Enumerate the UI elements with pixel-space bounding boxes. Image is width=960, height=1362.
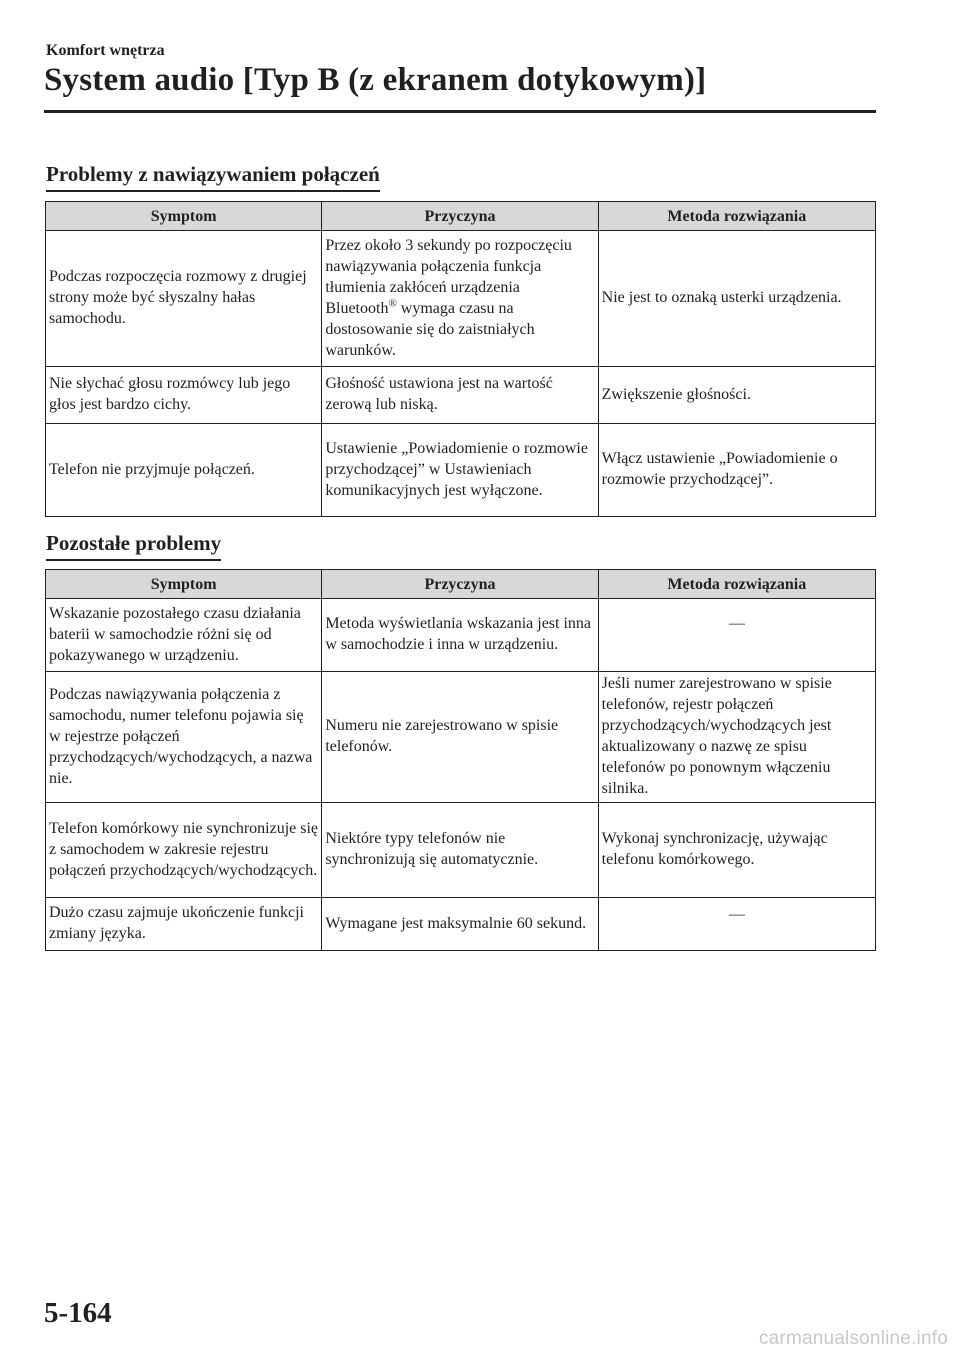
- column-header-solution: Metoda rozwiązania: [598, 570, 875, 599]
- cause-cell: Niektóre typy telefonów nie synchronizują się automatycznie.: [322, 803, 598, 898]
- other-problems-table: [45, 569, 876, 951]
- column-header-symptom: Symptom: [46, 570, 322, 599]
- registered-mark: ®: [388, 297, 397, 310]
- watermark: carmanualsonline.info: [758, 1328, 948, 1349]
- cause-text-continued: wymaga czasu na dostosowanie się do zaistniałych warunków.: [325, 299, 535, 359]
- solution-cell: —: [598, 898, 875, 951]
- connection-problems-table: [45, 201, 876, 517]
- solution-cell: Włącz ustawienie „Powiadomienie o rozmowie przychodzącej”.: [598, 424, 875, 517]
- symptom-cell: Podczas rozpoczęcia rozmowy z drugiej strony może być słyszalny hałas samochodu.: [46, 231, 322, 367]
- cause-cell: Numeru nie zarejestrowano w spisie telefonów.: [322, 672, 598, 803]
- table-row: [46, 367, 876, 424]
- table-row: [46, 803, 876, 898]
- table-row: [46, 599, 876, 672]
- symptom-cell: Nie słychać głosu rozmówcy lub jego głos jest bardzo cichy.: [46, 367, 322, 424]
- cause-cell: Ustawienie „Powiadomienie o rozmowie przychodzącej” w Ustawieniach komunikacyjnych jest wyłączone.: [322, 424, 598, 517]
- symptom-cell: Dużo czasu zajmuje ukończenie funkcji zmiany języka.: [46, 898, 322, 951]
- table-row: [46, 424, 876, 517]
- table-row: [46, 898, 876, 951]
- column-header-symptom: Symptom: [46, 202, 322, 231]
- section-heading-connection-problems: Problemy z nawiązywaniem połączeń: [46, 162, 380, 192]
- title-divider: [44, 110, 876, 113]
- table-row: [46, 231, 876, 367]
- solution-cell: —: [598, 599, 875, 672]
- cause-cell: Metoda wyświetlania wskazania jest inna w samochodzie i inna w urządzeniu.: [322, 599, 598, 672]
- column-header-cause: Przyczyna: [322, 202, 598, 231]
- symptom-cell: Telefon nie przyjmuje połączeń.: [46, 424, 322, 517]
- cause-cell: Głośność ustawiona jest na wartość zerową lub niską.: [322, 367, 598, 424]
- solution-cell: Nie jest to oznaką usterki urządzenia.: [598, 231, 875, 367]
- cause-text: Przez około 3 sekundy po rozpoczęciu nawiązywania połączenia funkcja tłumienia zakłóceń urządzenia Bluetooth: [325, 236, 572, 317]
- column-header-solution: Metoda rozwiązania: [598, 202, 875, 231]
- chapter-label: Komfort wnętrza: [46, 42, 165, 59]
- symptom-cell: Podczas nawiązywania połączenia z samochodu, numer telefonu pojawia się w rejestrze połączeń przychodzących/wychodzących, a nazwa nie.: [46, 672, 322, 803]
- solution-cell: Jeśli numer zarejestrowano w spisie telefonów, rejestr połączeń przychodzących/wychodzących jest aktualizowany o nazwę ze spisu telefonów po ponownym włączeniu silnika.: [598, 672, 875, 803]
- page-title: System audio [Typ B (z ekranem dotykowym)]: [44, 62, 707, 98]
- cause-cell: [322, 231, 598, 367]
- table-row: [46, 672, 876, 803]
- symptom-cell: Telefon komórkowy nie synchronizuje się z samochodem w zakresie rejestru połączeń przychodzących/wychodzących.: [46, 803, 322, 898]
- solution-cell: Wykonaj synchronizację, używając telefonu komórkowego.: [598, 803, 875, 898]
- table-header-row: [46, 570, 876, 599]
- page-number: 5-164: [44, 1297, 112, 1329]
- symptom-cell: Wskazanie pozostałego czasu działania baterii w samochodzie różni się od pokazywanego w urządzeniu.: [46, 599, 322, 672]
- cause-cell: Wymagane jest maksymalnie 60 sekund.: [322, 898, 598, 951]
- section-heading-other-problems: Pozostałe problemy: [46, 531, 221, 561]
- column-header-cause: Przyczyna: [322, 570, 598, 599]
- solution-cell: Zwiększenie głośności.: [598, 367, 875, 424]
- table-header-row: [46, 202, 876, 231]
